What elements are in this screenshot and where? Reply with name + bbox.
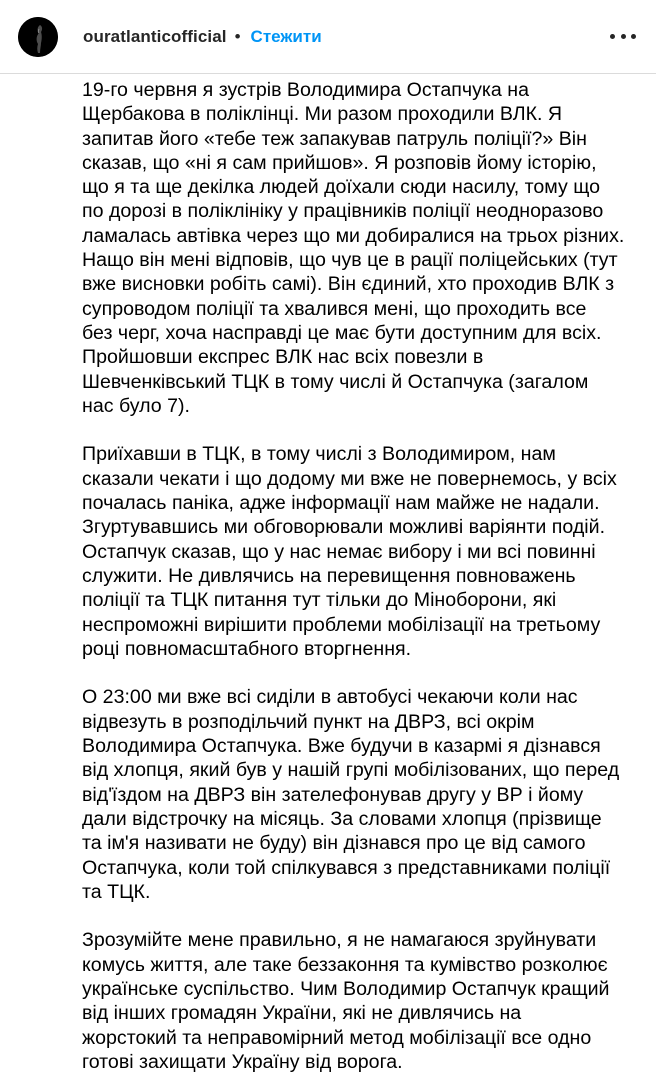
caption-line: та ім'я називати не буду) він дізнався про це від самого [82,832,586,855]
caption-line: служити. Не дивлячись на перевищення повноважень [82,564,576,587]
caption-line: Пройшовши експрес ВЛК нас всіх повезли в [82,346,484,369]
caption-line: запитав його «тебе теж запакував патруль поліції?» Він [82,127,587,150]
caption-line: Нащо він мені відповів, що чув це в рації поліцейських (тут [82,249,618,272]
caption-line: Володимира Остапчука. Вже будучи в казармі я дізнався [82,735,601,758]
more-dot [631,34,636,39]
caption-paragraph [82,928,638,1074]
more-options-icon[interactable] [610,25,636,49]
caption-line: від'їздом на ДВРЗ він зателефонував другу у ВР і йому [82,783,584,806]
caption-line: Зрозумійте мене правильно, я не намагаюся зруйнувати [82,929,597,952]
more-dot [610,34,615,39]
caption-line: від хлопця, який був у нашій групі мобілізованих, що перед [82,759,620,782]
caption-line: О 23:00 ми вже всі сиділи в автобусі чекаючи коли нас [82,686,578,709]
more-dot [621,34,626,39]
caption-line: Згуртувавшись ми обговорювали можливі варіянти подій. [82,516,606,539]
caption-line: від інших громадян України, які не дивлячись на [82,1002,522,1025]
caption-paragraph [82,78,638,418]
caption-paragraph [82,442,638,661]
caption-line: сказав, що «ні я сам прийшов». Я розповів йому історію, [82,151,597,174]
post-header [0,0,656,74]
caption-line: почалась паніка, адже інформації нам майже не надали. [82,492,600,515]
caption-line: готові захищати Україну від ворога. [82,1050,403,1073]
caption-line: Остапчук сказав, що у нас немає вибору і ми всі повинні [82,540,596,563]
caption-line: році повномасштабного вторгнення. [82,637,412,660]
caption-paragraph [82,685,638,904]
caption-line: відвезуть в розподільчий пункт на ДВРЗ, всі окрім [82,710,535,733]
caption-line: 19-го червня я зустрів Володимира Остапчука на [82,79,529,101]
caption-line: комусь життя, але таке беззаконня та кумівство розколює [82,953,608,976]
separator-dot: • [234,26,241,46]
avatar[interactable] [18,17,58,57]
caption-line: Шевченківський ТЦК в тому числі й Остапчука (загалом [82,370,589,393]
caption-line: українське суспільство. Чим Володимир Остапчук кращий [82,977,610,1000]
caption-line: та ТЦК. [82,880,151,903]
caption-line: неспроможні вирішити проблеми мобілізації на третьому [82,613,601,636]
username-link[interactable]: ouratlanticofficial [83,26,227,46]
caption-line: дали відстрочку на місяць. За словами хлопця (прізвище [82,807,602,830]
caption-line: без черг, хоча насправді це має бути доступним для всіх. [82,321,602,344]
avatar-icon [18,17,58,57]
caption-line: нас було 7). [82,394,190,417]
caption-line: що я та ще декілка людей доїхали сюди насилу, тому що [82,176,601,199]
post-caption [82,78,638,1076]
caption-line: Щербакова в поліклінці. Ми разом проходили ВЛК. Я [82,103,563,126]
caption-line: Приїхавши в ТЦК, в тому числі з Володимиром, нам [82,443,556,466]
follow-button[interactable]: Стежити [250,26,322,46]
caption-line: по дорозі в поліклініку у працівників поліції неодноразово [82,200,604,223]
caption-line: сказали чекати і що додому ми вже не повернемось, у всіх [82,467,617,490]
caption-line: Остапчука, коли той спілкувався з представниками поліції [82,856,611,879]
caption-line: вже висновки робіть самі). Він єдиний, хто проходив ВЛК з [82,273,615,296]
caption-line: жорстокий та неправомірний метод мобілізації все одно [82,1026,592,1049]
caption-line: супроводом поліції та хвалився мені, що проходить все [82,297,587,320]
caption-line: поліції та ТЦК питання тут тільки до Міноборони, які [82,589,557,612]
caption-line: ламалась автівка через що ми добиралися на трьох різних. [82,224,625,247]
